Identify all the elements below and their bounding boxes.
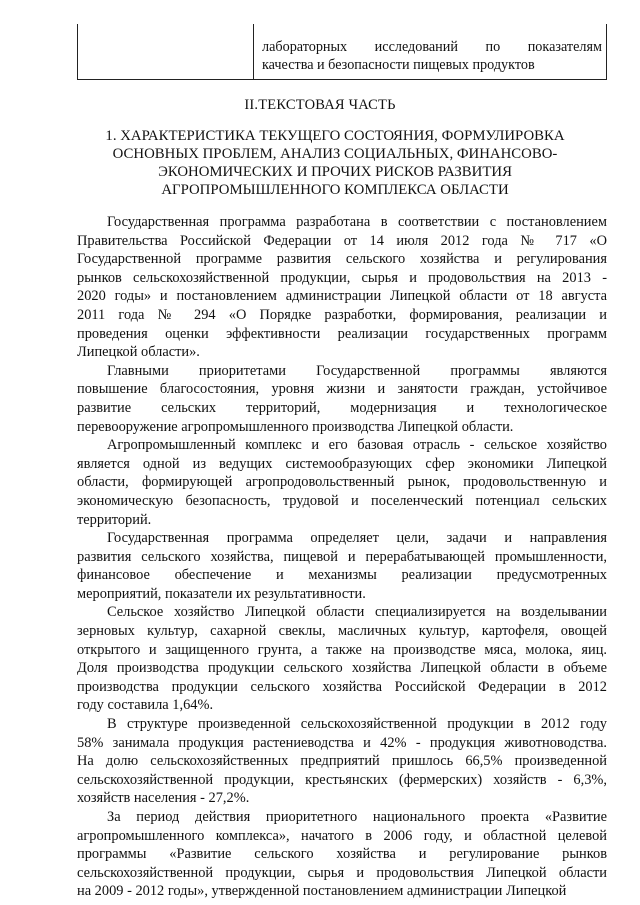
- chapter-title-line: АГРОПРОМЫШЛЕННОГО КОМПЛЕКСА ОБЛАСТИ: [161, 182, 509, 198]
- text-line: В структуре произведенной сельскохозяйственной продукции в 2012 году: [107, 716, 607, 733]
- body-text: [77, 213, 607, 901]
- chapter-title-line: ОСНОВНЫХ ПРОБЛЕМ, АНАЛИЗ СОЦИАЛЬНЫХ, ФИНАНСОВО-: [112, 146, 558, 162]
- text-line: Государственная программа определяет цели, задачи и направления: [107, 530, 607, 547]
- text-line: Доля производства продукции сельского хозяйства Липецкой области в объеме: [77, 660, 607, 677]
- table-cell-empty: [78, 24, 254, 79]
- text-line: сельскохозяйственной продукции, крестьянских (фермерских) хозяйств - 6,3%,: [77, 771, 607, 788]
- section-title: II.ТЕКСТОВАЯ ЧАСТЬ: [244, 97, 396, 113]
- text-line: производства продукции сельского хозяйства Российской Федерации в 2012: [77, 678, 607, 695]
- text-line: Государственная программа разработана в соответствии с постановлением: [107, 214, 607, 230]
- text-line: финансовое обеспечение и механизмы реализации предусмотренных: [77, 567, 607, 584]
- text-line: За период действия приоритетного национального проекта «Развитие: [107, 809, 607, 825]
- text-line: 2011 года № 294 «О Порядке разработки, формирования, реализации и: [77, 306, 607, 323]
- text-line: экономическую безопасность, трудовой и поселенческий потенциал сельских: [77, 492, 607, 509]
- paragraph: [77, 362, 607, 436]
- text-line: 58% занимала продукция растениеводства и 42% - продукция животноводства.: [77, 734, 607, 751]
- text-line: на 2009 - 2012 годы», утвержденной постановлением администрации Липецкой: [77, 883, 567, 900]
- text-line: зерновых культур, сахарной свеклы, масличных культур, картофеля, овощей: [77, 623, 607, 640]
- text-line: агропромышленного комплекса», начатого в 2006 году, и областной целевой: [77, 827, 607, 844]
- text-line: На долю сельскохозяйственных предприятий пришлось 66,5% произведенной: [77, 753, 607, 770]
- text-line: развитие сельских территорий, модернизация и технологическое: [77, 399, 607, 416]
- text-line: проведения оценки эффективности реализации государственных программ: [77, 325, 607, 342]
- text-line: сельскохозяйственной продукции, сырья и продовольствия Липецкой области: [77, 864, 607, 881]
- paragraph: [77, 715, 607, 808]
- text-line: территорий.: [77, 511, 152, 528]
- chapter-title: [80, 127, 590, 199]
- text-line: рынков сельскохозяйственной продукции, сырья и продовольствия на 2013 -: [77, 269, 607, 286]
- text-line: хозяйств населения - 27,2%.: [77, 790, 250, 807]
- text-line: повышение благосостояния, уровня жизни и занятости граждан, устойчивое: [77, 381, 607, 398]
- paragraph: [77, 529, 607, 603]
- text-line: программы «Развитие сельского хозяйства и регулирование рынков: [77, 846, 607, 863]
- text-line: Правительства Российской Федерации от 14 июля 2012 года № 717 «О: [77, 232, 607, 249]
- text-line: мероприятий, показатели их результативности.: [77, 585, 366, 602]
- chapter-title-line: 1. ХАРАКТЕРИСТИКА ТЕКУЩЕГО СОСТОЯНИЯ, ФОРМУЛИРОВКА: [105, 128, 565, 144]
- text-line: открытого и защищенного грунта, а также на производстве мяса, молока, яиц.: [77, 641, 607, 658]
- text-line: 2020 годы» и постановлением администрации Липецкой области от 18 августа: [77, 288, 607, 305]
- text-line: развития сельского хозяйства, пищевой и перерабатывающей промышленности,: [77, 548, 607, 565]
- text-line: является одной из ведущих системообразующих сфер экономики Липецкой: [77, 455, 607, 472]
- text-line: Главными приоритетами Государственной программы являются: [107, 362, 607, 379]
- paragraph: [77, 808, 607, 901]
- text-line: области, формирующей агропродовольственный рынок, продовольственную и: [77, 474, 607, 491]
- paragraph: [77, 603, 607, 715]
- paragraph: [77, 213, 607, 362]
- paragraph: [77, 436, 607, 529]
- chapter-title-line: ЭКОНОМИЧЕСКИХ И ПРОЧИХ РИСКОВ РАЗВИТИЯ: [158, 164, 512, 180]
- text-line: перевооружение агропромышленного производства Липецкой области.: [77, 418, 514, 435]
- table-line: лабораторных исследований по показателям: [262, 39, 602, 55]
- table-fragment: [77, 24, 607, 80]
- text-line: Сельское хозяйство Липецкой области специализируется на возделывании: [107, 604, 607, 621]
- text-line: году составила 1,64%.: [77, 697, 214, 714]
- table-cell-text: [262, 38, 602, 74]
- text-line: Липецкой области».: [77, 344, 200, 361]
- table-line: качества и безопасности пищевых продуктов: [262, 57, 535, 73]
- text-line: Государственной программе развития сельского хозяйства и регулирования: [77, 251, 607, 268]
- text-line: Агропромышленный комплекс и его базовая отрасль - сельское хозяйство: [107, 437, 607, 454]
